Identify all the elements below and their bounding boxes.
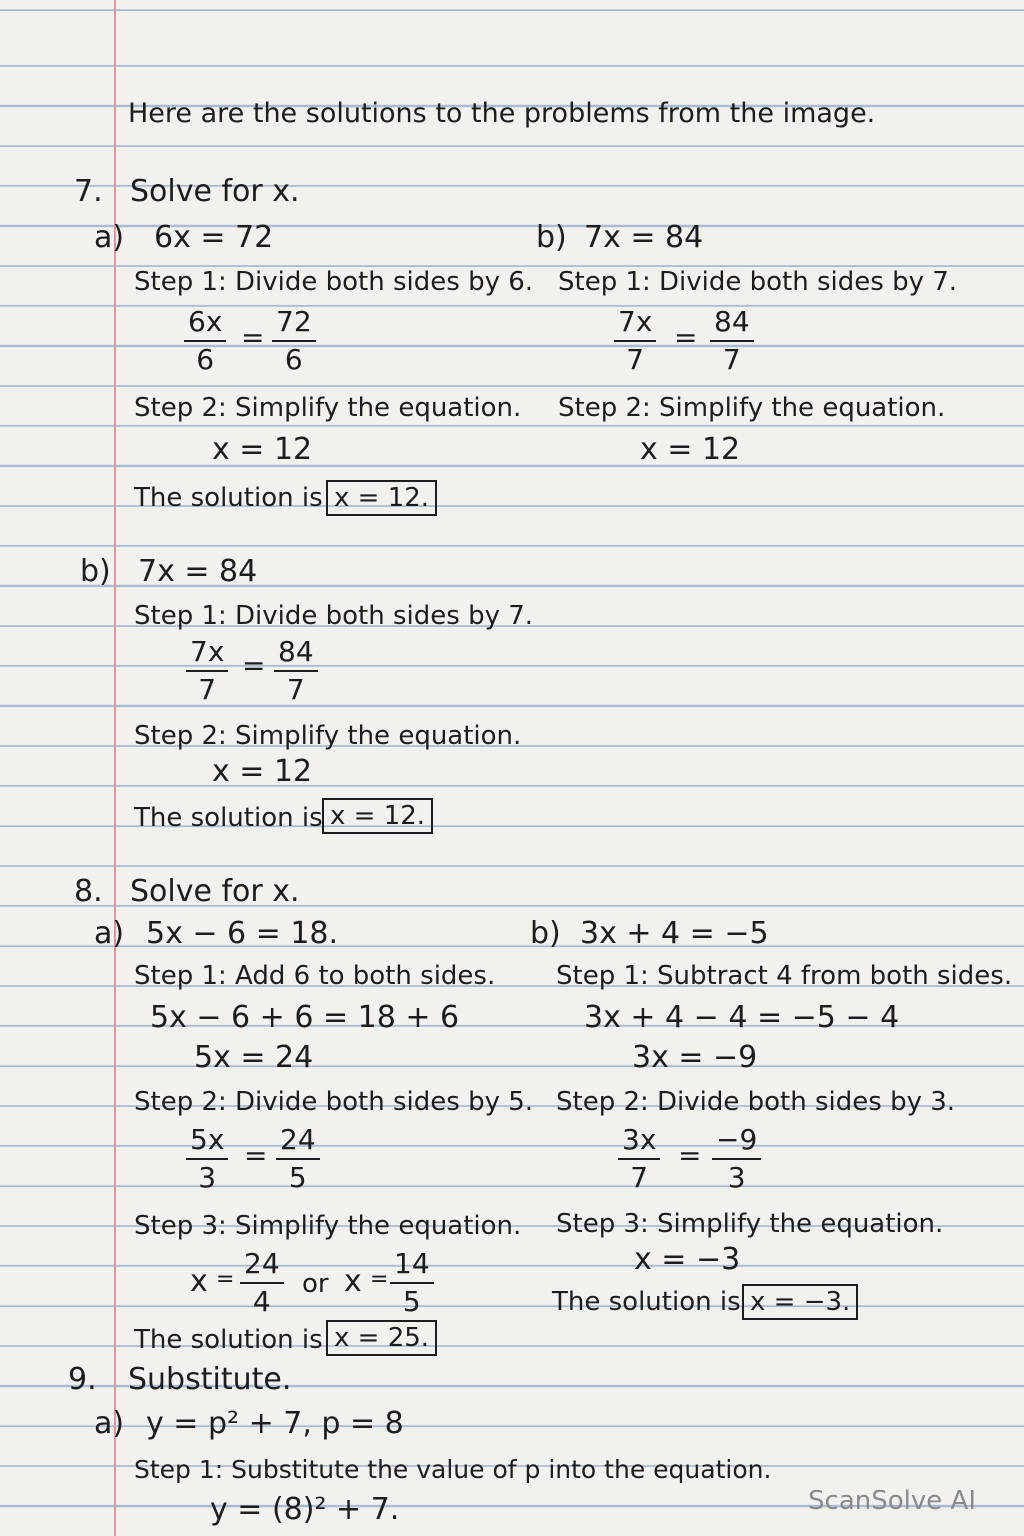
p8a-equals-2: =	[216, 1267, 235, 1292]
p8b-step2: Step 2: Divide both sides by 3.	[556, 1087, 956, 1117]
p8b-fraction-right: $\frac{-9}{3}$	[712, 1124, 761, 1194]
p7a-step1: Step 1: Divide both sides by 6.	[134, 267, 534, 297]
p8b-step1: Step 1: Subtract 4 from both sides.	[556, 961, 1013, 991]
p7b-right-fraction-right: $\frac{84}{7}$	[710, 306, 754, 376]
p8a-equals: =	[244, 1139, 268, 1172]
p8b-fraction-left: $\frac{3x}{7}$	[618, 1124, 660, 1194]
p8a-or: or	[302, 1269, 329, 1299]
p7a-result: x = 12	[212, 432, 313, 467]
p7a-answer-box: x = 12.	[326, 480, 437, 516]
p8b-result: x = −3	[634, 1242, 741, 1277]
watermark: ScanSolve AI	[808, 1486, 976, 1516]
p7b-right-step1: Step 1: Divide both sides by 7.	[558, 267, 958, 297]
p7a-label: a)	[94, 220, 125, 255]
p9a-line1: y = (8)² + 7.	[210, 1492, 400, 1527]
p7b-step1: Step 1: Divide both sides by 7.	[134, 601, 534, 631]
p7b-equals: =	[242, 649, 266, 682]
problem-8-title: Solve for x.	[130, 874, 300, 909]
p8a-step1: Step 1: Add 6 to both sides.	[134, 961, 496, 991]
p8b-line2: 3x = −9	[632, 1040, 758, 1075]
p7a-solution-label: The solution is	[134, 483, 323, 513]
p9a-step1: Step 1: Substitute the value of p into the equation.	[134, 1455, 772, 1484]
p8a-solution-label: The solution is	[134, 1325, 323, 1355]
p8a-x2: x	[344, 1264, 362, 1299]
p8a-line2: 5x = 24	[194, 1040, 314, 1075]
p8a-line1: 5x − 6 + 6 = 18 + 6	[150, 1000, 460, 1035]
p8a-fraction-g1: $\frac{24}{4}$	[240, 1248, 284, 1318]
p8a-answer-box: x = 25.	[326, 1320, 437, 1356]
p8a-step3: Step 3: Simplify the equation.	[134, 1211, 522, 1241]
p7a-equals: =	[241, 321, 265, 354]
p8b-equation: 3x + 4 = −5	[580, 916, 769, 951]
p8b-label: b)	[530, 916, 561, 951]
p7b-label: b)	[80, 554, 111, 589]
p7a-fraction-left: $\frac{6x}{6}$	[184, 306, 226, 376]
p7b-fraction-right: $\frac{84}{7}$	[274, 636, 318, 706]
problem-7-number: 7.	[74, 174, 103, 209]
p7b-right-result: x = 12	[640, 432, 741, 467]
p8b-answer-box: x = −3.	[742, 1284, 858, 1320]
p7b-fraction-left: $\frac{7x}{7}$	[186, 636, 228, 706]
p7a-fraction-right: $\frac{72}{6}$	[272, 306, 316, 376]
p8b-equals: =	[678, 1139, 702, 1172]
p7b-right-fraction-left: $\frac{7x}{7}$	[614, 306, 656, 376]
problem-7-title: Solve for x.	[130, 174, 300, 209]
p8a-fraction-left: $\frac{5x}{3}$	[186, 1124, 228, 1194]
p9a-label: a)	[94, 1406, 125, 1441]
p7b-solution-label: The solution is	[134, 803, 323, 833]
header-text: Here are the solutions to the problems from the image.	[128, 98, 876, 129]
p7a-equation: 6x = 72	[154, 220, 274, 255]
p8a-fraction-g2: $\frac{14}{5}$	[390, 1248, 434, 1318]
p8a-step2: Step 2: Divide both sides by 5.	[134, 1087, 534, 1117]
problem-9-title: Substitute.	[128, 1362, 292, 1397]
p8a-equals-3: =	[370, 1267, 389, 1292]
problem-9-number: 9.	[68, 1362, 97, 1397]
p7b-answer-box: x = 12.	[322, 798, 433, 834]
p7b-step2: Step 2: Simplify the equation.	[134, 721, 522, 751]
p7b-right-step2: Step 2: Simplify the equation.	[558, 393, 946, 423]
p8a-equation: 5x − 6 = 18.	[146, 916, 339, 951]
p8a-fraction-right: $\frac{24}{5}$	[276, 1124, 320, 1194]
p7b-right-equation: 7x = 84	[584, 220, 704, 255]
p8a-label: a)	[94, 916, 125, 951]
p9a-equation: y = p² + 7, p = 8	[146, 1406, 404, 1441]
p8b-line1: 3x + 4 − 4 = −5 − 4	[584, 1000, 900, 1035]
p8b-step3: Step 3: Simplify the equation.	[556, 1209, 944, 1239]
p7b-result: x = 12	[212, 754, 313, 789]
p8b-solution-label: The solution is	[552, 1287, 741, 1317]
p7a-step2: Step 2: Simplify the equation.	[134, 393, 522, 423]
p7b-right-equals: =	[674, 321, 698, 354]
p7b-equation: 7x = 84	[138, 554, 258, 589]
p8a-x1: x	[190, 1264, 208, 1299]
problem-8-number: 8.	[74, 874, 103, 909]
p7b-right-label: b)	[536, 220, 567, 255]
